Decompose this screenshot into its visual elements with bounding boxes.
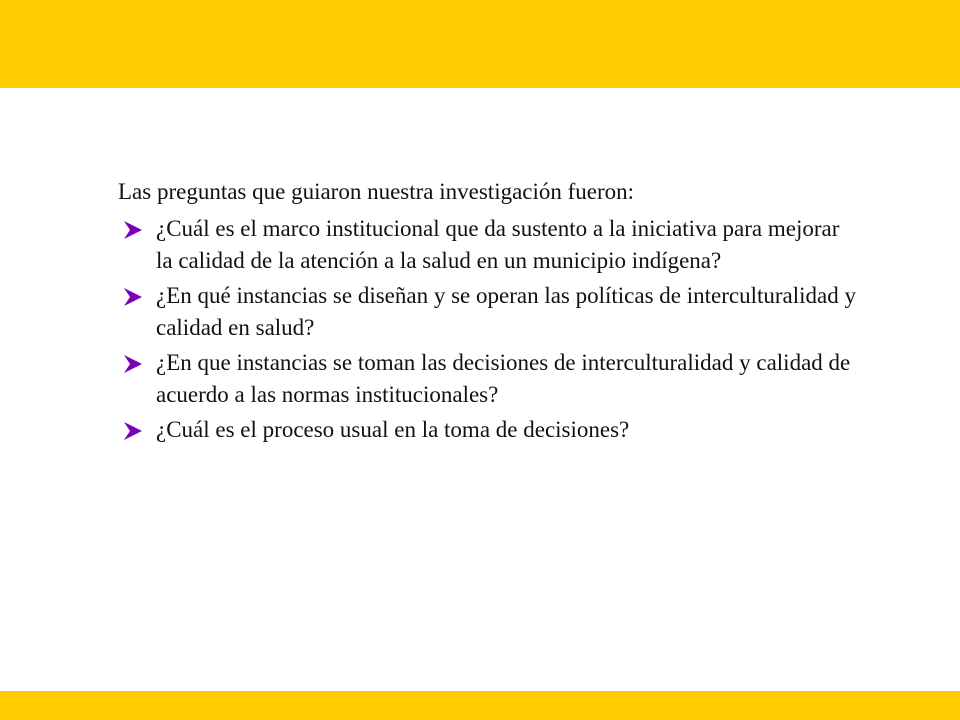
bottom-band — [0, 691, 960, 720]
list-item — [118, 414, 858, 446]
question-text: ¿Cuál es el marco institucional que da sustento a la iniciativa para mejorar la calidad de la atención a la salud en un municipio indígena? — [156, 216, 840, 273]
intro-text: Las preguntas que guiaron nuestra investigación fueron: — [118, 179, 635, 204]
top-band — [0, 0, 960, 88]
arrowhead-bullet-icon — [122, 353, 144, 375]
question-text: ¿En qué instancias se diseñan y se operan las políticas de interculturalidad y calidad en salud? — [156, 283, 856, 340]
question-text: ¿Cuál es el proceso usual en la toma de decisiones? — [156, 417, 630, 442]
arrowhead-bullet-icon — [122, 420, 144, 442]
arrowhead-bullet-icon — [122, 219, 144, 241]
list-item — [118, 213, 858, 277]
list-item — [118, 280, 858, 344]
question-list — [118, 213, 858, 446]
list-item — [118, 347, 858, 411]
question-text: ¿En que instancias se toman las decisiones de interculturalidad y calidad de acuerdo a las normas institucionales? — [156, 350, 851, 407]
arrowhead-bullet-icon — [122, 286, 144, 308]
slide-content — [118, 175, 858, 449]
